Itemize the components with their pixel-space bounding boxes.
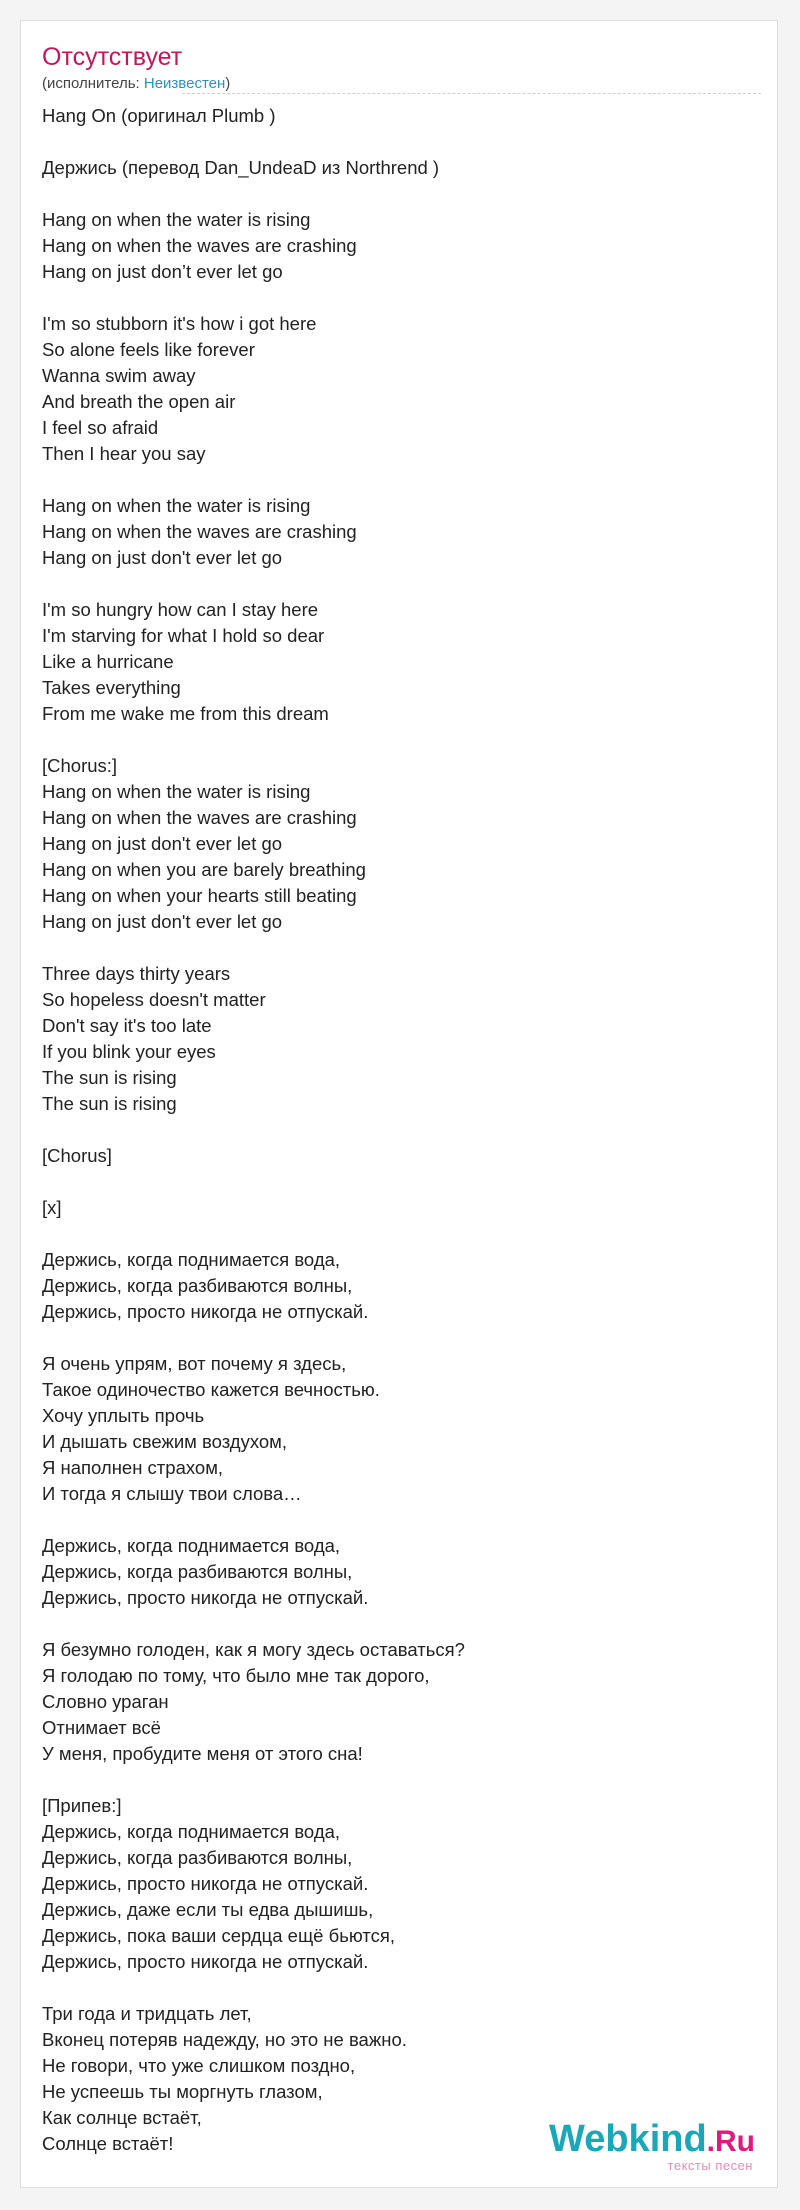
lyric-line: I'm starving for what I hold so dear (42, 625, 325, 646)
lyric-line: I'm so stubborn it's how i got here (42, 313, 317, 334)
lyric-line: Don't say it's too late (42, 1015, 212, 1036)
lyric-line: Держись, когда разбиваются волны, (42, 1847, 353, 1868)
lyric-line: Я голодаю по тому, что было мне так дорого, (42, 1665, 430, 1686)
lyric-line: Вконец потеряв надежду, но это не важно. (42, 2029, 407, 2050)
lyric-line: Hang on when your hearts still beating (42, 885, 357, 906)
lyric-line (42, 727, 762, 753)
lyric-line: Я наполнен страхом, (42, 1457, 224, 1478)
logo-tld: .Ru (706, 2125, 755, 2158)
lyric-line: The sun is rising (42, 1093, 177, 1114)
lyric-line: Держись, даже если ты едва дышишь, (42, 1899, 374, 1920)
lyric-line (42, 1767, 762, 1793)
lyric-line (42, 129, 762, 155)
lyric-line (42, 1117, 762, 1143)
lyric-line: Три года и тридцать лет, (42, 2003, 252, 2024)
lyric-line: Держись, когда поднимается вода, (42, 1535, 341, 1556)
lyric-line (42, 1975, 762, 2001)
lyric-line: Hang on just don't ever let go (42, 547, 283, 568)
lyric-line: Hang on when the water is rising (42, 781, 311, 802)
lyric-line: Держись, когда поднимается вода, (42, 1249, 341, 1270)
lyric-line: Держись (перевод Dan_UndeaD из Northrend ) (42, 157, 440, 178)
logo-wordmark (549, 2119, 755, 2162)
lyric-line: Hang on when you are barely breathing (42, 859, 366, 880)
lyrics-card (20, 20, 778, 2188)
lyric-line: Hang on just don't ever let go (42, 833, 283, 854)
lyric-line: Hang on when the waves are crashing (42, 235, 357, 256)
lyric-line: Hang on when the waves are crashing (42, 521, 357, 542)
lyric-line: So alone feels like forever (42, 339, 255, 360)
lyric-line: Такое одиночество кажется вечностью. (42, 1379, 380, 1400)
artist-link[interactable]: Неизвестен (143, 75, 226, 92)
lyric-line (42, 1221, 762, 1247)
lyric-line: Не успеешь ты моргнуть глазом, (42, 2081, 323, 2102)
lyric-line: Держись, когда поднимается вода, (42, 1821, 341, 1842)
header-divider (182, 93, 761, 94)
lyric-line: [Chorus:] (42, 755, 118, 776)
lyric-line: Hang on just don't ever let go (42, 911, 283, 932)
lyric-line: [x] (42, 1197, 62, 1218)
lyric-line: Держись, когда разбиваются волны, (42, 1561, 353, 1582)
song-title: Отсутствует (42, 43, 183, 71)
lyric-line: Отнимает всё (42, 1717, 161, 1738)
lyric-line: The sun is rising (42, 1067, 177, 1088)
lyric-line (42, 1169, 762, 1195)
logo-brand: Webkind (549, 2118, 707, 2160)
lyric-line (42, 935, 762, 961)
lyric-line: Hang on when the water is rising (42, 495, 311, 516)
lyric-line: [Припев:] (42, 1795, 122, 1816)
lyric-line: Hang On (оригинал Plumb ) (42, 105, 276, 126)
lyric-line: Я очень упрям, вот почему я здесь, (42, 1353, 347, 1374)
lyric-line: Не говори, что уже слишком поздно, (42, 2055, 356, 2076)
lyric-line (42, 1507, 762, 1533)
artist-prefix: (исполнитель: (42, 75, 144, 92)
logo-tagline: тексты песен (667, 2158, 753, 2173)
lyric-line: [Chorus] (42, 1145, 112, 1166)
lyric-line: Хочу уплыть прочь (42, 1405, 205, 1426)
lyric-line (42, 467, 762, 493)
lyric-line: Like a hurricane (42, 651, 174, 672)
artist-line (42, 75, 230, 92)
lyric-line: Держись, просто никогда не отпускай. (42, 1587, 369, 1608)
lyric-line (42, 1325, 762, 1351)
lyric-line: So hopeless doesn't matter (42, 989, 266, 1010)
artist-suffix: ) (225, 75, 231, 92)
lyric-line: Hang on when the waves are crashing (42, 807, 357, 828)
lyric-line: Hang on when the water is rising (42, 209, 311, 230)
lyric-line: И дышать свежим воздухом, (42, 1431, 288, 1452)
lyric-line: Wanna swim away (42, 365, 196, 386)
lyric-line: Держись, просто никогда не отпускай. (42, 1873, 369, 1894)
site-logo[interactable] (549, 2119, 755, 2173)
lyric-line: Takes everything (42, 677, 181, 698)
lyric-line: From me wake me from this dream (42, 703, 329, 724)
lyric-line: I feel so afraid (42, 417, 159, 438)
lyric-line: If you blink your eyes (42, 1041, 216, 1062)
lyric-line (42, 285, 762, 311)
lyric-line: И тогда я слышу твои слова… (42, 1483, 302, 1504)
lyric-line: Держись, пока ваши сердца ещё бьются, (42, 1925, 395, 1946)
lyric-line: Then I hear you say (42, 443, 206, 464)
lyric-line: And breath the open air (42, 391, 236, 412)
lyric-line (42, 181, 762, 207)
lyric-line: У меня, пробудите меня от этого сна! (42, 1743, 363, 1764)
lyric-line: Держись, просто никогда не отпускай. (42, 1301, 369, 1322)
lyric-line: Солнце встаёт! (42, 2133, 174, 2154)
lyric-line (42, 1611, 762, 1637)
lyric-line (42, 571, 762, 597)
lyric-line: Держись, когда разбиваются волны, (42, 1275, 353, 1296)
lyric-line: Я безумно голоден, как я могу здесь оставаться? (42, 1639, 465, 1660)
lyric-line: Словно ураган (42, 1691, 169, 1712)
lyric-line: Hang on just don’t ever let go (42, 261, 283, 282)
lyric-line: Three days thirty years (42, 963, 231, 984)
lyric-line: I'm so hungry how can I stay here (42, 599, 319, 620)
lyric-line: Держись, просто никогда не отпускай. (42, 1951, 369, 1972)
lyrics-body (42, 103, 762, 2157)
lyric-line: Как солнце встаёт, (42, 2107, 202, 2128)
